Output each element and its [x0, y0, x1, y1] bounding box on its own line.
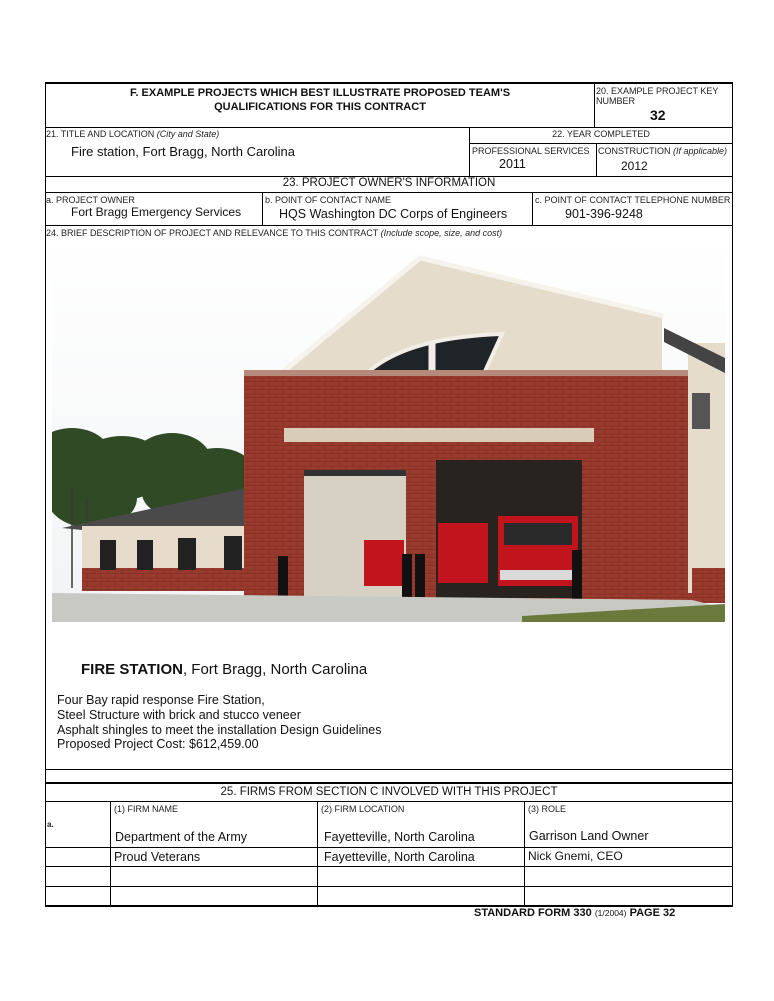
year-completed-label: 22. YEAR COMPLETED: [552, 129, 650, 139]
description-body: [57, 693, 382, 752]
project-heading: FIRE STATION, Fort Bragg, North Carolina: [81, 661, 368, 678]
firm-location: Fayetteville, North Carolina: [324, 850, 475, 864]
project-owner-label: a. PROJECT OWNER: [46, 195, 135, 205]
form-footer: STANDARD FORM 330 (1/2004) PAGE 32: [474, 907, 676, 919]
firms-header: 25. FIRMS FROM SECTION C INVOLVED WITH THIS PROJECT: [220, 786, 558, 798]
firm-role-col-header: (3) ROLE: [528, 804, 567, 814]
contact-phone-value: 901-396-9248: [565, 207, 643, 221]
description-line: Proposed Project Cost: $612,459.00: [57, 737, 259, 752]
contact-name-value: HQS Washington DC Corps of Engineers: [279, 207, 508, 221]
firm-name: Proud Veterans: [114, 850, 201, 864]
title-location-label: 21. TITLE AND LOCATION (City and State): [46, 129, 220, 139]
project-key-label: 20. EXAMPLE PROJECT KEY NUMBER: [596, 86, 719, 106]
description-line: Asphalt shingles to meet the installation Design Guidelines: [57, 722, 382, 737]
firm-name: Department of the Army: [115, 830, 248, 844]
contact-name-label: b. POINT OF CONTACT NAME: [265, 195, 392, 205]
firm-location-col-header: (2) FIRM LOCATION: [321, 804, 405, 814]
section-title-line1: F. EXAMPLE PROJECTS WHICH BEST ILLUSTRATE PROPOSED TEAM'S: [129, 87, 511, 99]
row-letter: a.: [47, 820, 54, 829]
firm-role: Nick Gnemi, CEO: [528, 849, 623, 863]
title-location-value: Fire station, Fort Bragg, North Carolina: [71, 144, 295, 159]
contact-phone-label: c. POINT OF CONTACT TELEPHONE NUMBER: [535, 195, 731, 205]
firm-location: Fayetteville, North Carolina: [324, 830, 475, 844]
construction-year: 2012: [621, 159, 648, 173]
fire-station-photo: [52, 238, 725, 622]
description-label: 24. BRIEF DESCRIPTION OF PROJECT AND RELEVANCE TO THIS CONTRACT (Include scope, size, and cost): [46, 228, 503, 238]
firm-name-col-header: (1) FIRM NAME: [114, 804, 178, 814]
description-line: Steel Structure with brick and stucco veneer: [57, 707, 301, 722]
section-title-line2: QUALIFICATIONS FOR THIS CONTRACT: [214, 101, 426, 113]
professional-services-year: 2011: [499, 157, 526, 171]
professional-services-label: PROFESSIONAL SERVICES: [472, 146, 590, 156]
construction-label: CONSTRUCTION (If applicable): [598, 146, 728, 156]
description-line: Four Bay rapid response Fire Station,: [57, 693, 265, 707]
firm-role: Garrison Land Owner: [529, 829, 649, 843]
owner-info-header: 23. PROJECT OWNER'S INFORMATION: [282, 177, 496, 189]
project-key-number: 32: [650, 107, 666, 123]
project-owner-value: Fort Bragg Emergency Services: [71, 205, 242, 219]
section-title: [46, 86, 594, 114]
